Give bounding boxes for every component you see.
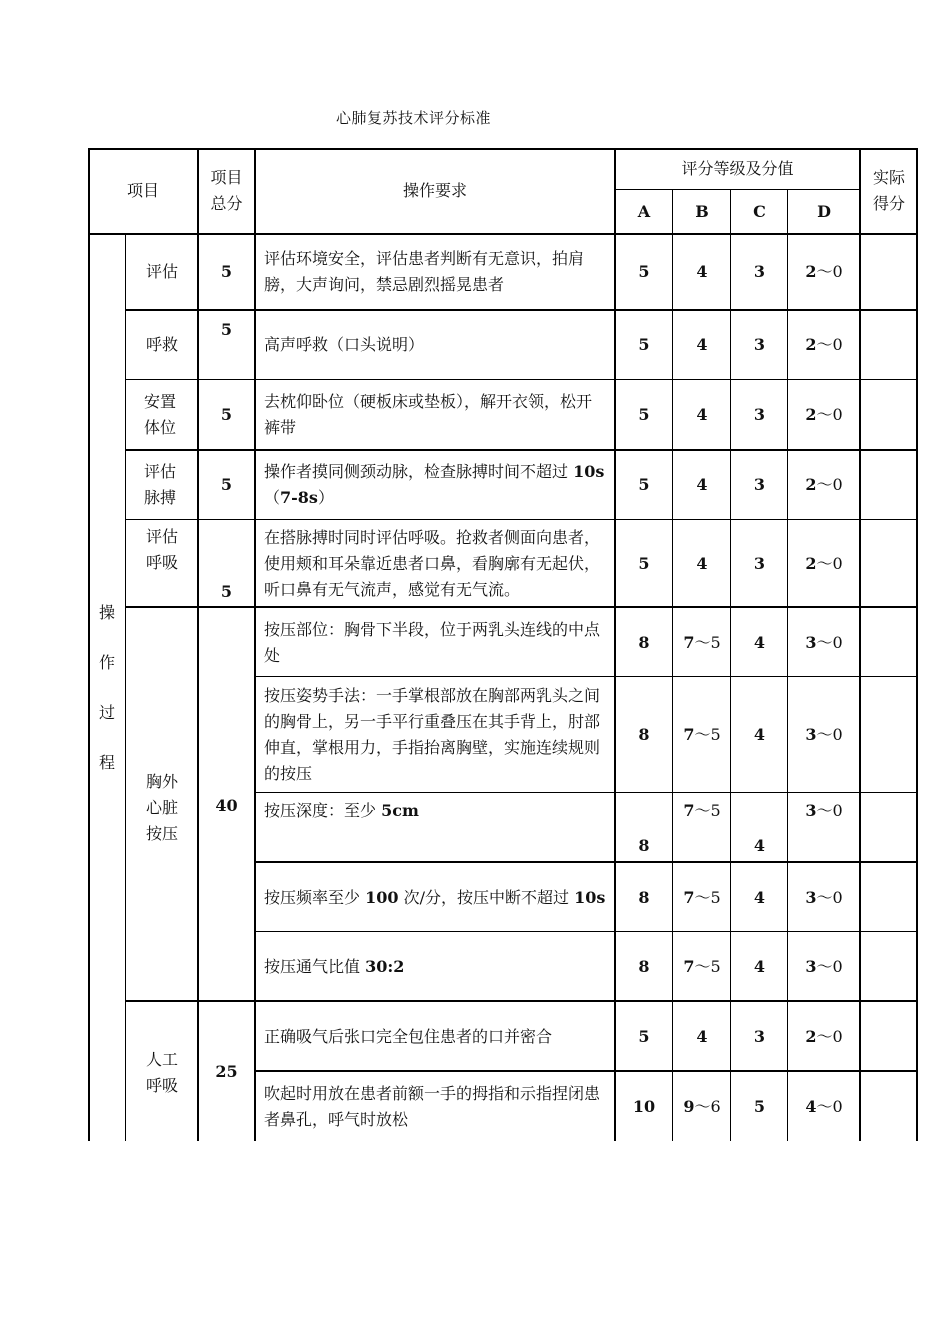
req-part-bold: 10s [573,462,605,481]
grade-b-range: ～5 [694,801,721,820]
grade-d-num: 2 [805,335,817,354]
grade-d-num: 3 [805,887,817,907]
grade-a: 5 [638,405,650,424]
grade-d-num: 2 [805,405,817,424]
grade-d-num: 2 [805,1026,817,1046]
req-part: 按压深度：至少 [264,801,382,820]
grade-b [673,863,731,932]
grade-b: 4 [696,553,708,573]
grade-d [788,677,860,793]
grade-a: 5 [638,1026,650,1046]
section-char: 作 [98,653,115,672]
grade-b-range: ～5 [694,632,721,652]
section-char: 程 [98,753,115,772]
grade-c: 3 [753,553,766,573]
header-grade-b: B [695,202,709,221]
grade-d-range: ～0 [816,801,843,820]
grade-b [673,608,731,677]
grade-c: 4 [753,956,766,976]
actual-score[interactable] [860,380,918,450]
actual-score[interactable] [860,234,918,310]
grade-d-range: ～0 [816,405,843,424]
grade-b-num: 7 [683,632,695,652]
grade-b: 4 [696,262,708,281]
item-total: 5 [220,405,233,424]
header-grades: 评分等级及分值 [681,159,794,178]
grade-c: 3 [753,405,766,424]
header-actual [860,148,918,234]
grade-c: 4 [753,632,766,652]
grade-d-num: 2 [805,262,817,281]
grade-b-num: 7 [683,887,695,907]
grade-d [788,863,860,932]
grade-b: 4 [696,475,708,494]
grade-d [788,450,860,520]
grade-b-range: ～6 [694,1096,721,1116]
grade-d [788,932,860,1001]
grade-d-range: ～0 [816,335,843,354]
req-part: 按压通气比值 [264,956,366,976]
scoring-table [88,148,918,1141]
grade-b-num: 7 [683,956,695,976]
grade-a: 5 [638,553,650,573]
grade-c: 5 [753,1096,766,1116]
actual-score[interactable] [860,520,918,607]
grade-d [788,234,860,310]
requirement-text: 按压部位：胸骨下半段，位于两乳头连线的中点处 [264,619,601,665]
item-name: 评估脉搏 [144,462,177,507]
grade-d-range: ～0 [816,1026,843,1046]
item-name: 评估呼吸 [145,527,178,572]
grade-a: 5 [638,262,650,281]
grade-b [673,1072,731,1141]
grade-b-num: 7 [683,801,695,820]
grade-d [788,520,860,607]
requirement-text [255,932,615,1001]
requirement-text [255,796,615,826]
item-total: 5 [220,262,233,281]
grade-d-num: 3 [805,725,817,744]
requirement-text: 在搭脉搏时同时评估呼吸。抢救者侧面向患者，使用颊和耳朵靠近患者口鼻，看胸廓有无起伏，听口鼻有无气流声，感觉有无气流。 [264,527,601,599]
grade-d-range: ～0 [816,725,843,744]
req-part: （ [264,488,281,507]
grade-d-range: ～0 [816,475,843,494]
grade-d [788,608,860,677]
grade-d-num: 3 [805,956,817,976]
req-part: 操作者摸同侧颈动脉，检查脉搏时间不超过 [264,462,574,481]
item-total: 5 [220,582,233,601]
grade-b: 4 [696,335,708,354]
grade-c: 4 [753,725,766,744]
requirement-text: 吹起时用放在患者前额一手的拇指和示指捏闭患者鼻孔，呼气时放松 [264,1083,601,1129]
header-actual-line1: 实际 [872,168,905,187]
item-total: 5 [220,475,233,494]
item-total: 25 [215,1061,238,1081]
header-requirement: 操作要求 [402,181,467,200]
req-part: 次/分，按压中断不超过 [398,887,575,907]
requirement-text [255,450,615,520]
item-name: 安置体位 [144,392,177,437]
grade-a: 8 [638,956,650,976]
requirement-text: 评估环境安全，评估患者判断有无意识，拍肩膀，大声询问，禁忌剧烈摇晃患者 [264,249,585,294]
actual-score[interactable] [860,863,918,932]
grade-d-num: 2 [805,553,817,573]
grade-a: 5 [638,475,650,494]
actual-score[interactable] [860,1002,918,1071]
page-title: 心肺复苏技术评分标准 [336,109,492,127]
grade-d [788,310,860,380]
item-total: 5 [220,320,233,339]
grade-d-num: 2 [805,475,817,494]
header-total [198,148,255,234]
requirement-text: 按压姿势手法：一手掌根部放在胸部两乳头之间的胸骨上，另一手平行重叠压在其手背上，肘部伸直，掌根用力，手指抬离胸壁，实施连续规则的按压 [264,686,601,783]
grade-c: 4 [753,887,766,907]
actual-score[interactable] [860,450,918,520]
grade-b [673,677,731,793]
grade-d-range: ～0 [816,1096,843,1116]
grade-d-num: 3 [805,632,817,652]
grade-b-range: ～5 [694,956,721,976]
req-part-bold: 7-8s [280,488,318,507]
grade-b: 4 [696,1026,708,1046]
grade-d-range: ～0 [816,553,843,573]
grade-d-range: ～0 [816,887,843,907]
grade-d-range: ～0 [816,262,843,281]
section-char: 操 [98,603,115,622]
grade-d [788,796,860,826]
req-part: ） [317,488,334,507]
header-grade-d: D [817,202,831,221]
req-part-bold: 30:2 [365,956,405,976]
grade-d [788,380,860,450]
header-grade-a: A [637,202,651,221]
grade-b [673,932,731,1001]
grade-d [788,1002,860,1071]
grade-a: 10 [632,1096,656,1116]
req-part-bold: 10s [574,887,606,907]
req-part: 按压频率至少 [264,887,366,907]
grade-a: 8 [638,887,650,907]
requirement-text: 去枕仰卧位（硬板床或垫板），解开衣领，松开裤带 [264,392,593,437]
header-item: 项目 [126,181,159,200]
grade-b-range: ～5 [694,725,721,744]
grade-c: 4 [753,836,766,855]
actual-score[interactable] [860,1072,918,1141]
item-name: 胸外心脏按压 [145,772,178,843]
item-name: 人工呼吸 [145,1050,178,1095]
grade-c: 3 [753,1026,766,1046]
req-part-bold: 100 [365,887,399,907]
grade-d-range: ～0 [816,956,843,976]
actual-score[interactable] [860,608,918,677]
grade-a: 8 [638,632,650,652]
grade-b-range: ～5 [694,887,721,907]
grade-d-num: 3 [805,801,817,820]
grade-c: 3 [753,262,766,281]
grade-b-num: 7 [683,725,695,744]
grade-d-range: ～0 [816,632,843,652]
actual-score[interactable] [860,932,918,1001]
grade-c: 3 [753,475,766,494]
section-char: 过 [98,703,115,722]
section-label [88,588,126,788]
grade-c: 3 [753,335,766,354]
grade-d [788,1072,860,1141]
grade-a: 5 [638,335,650,354]
actual-score[interactable] [860,677,918,793]
requirement-text: 高声呼救（口头说明） [264,335,425,354]
grade-b-num: 9 [683,1096,695,1116]
grade-d-num: 4 [805,1096,817,1116]
grade-b: 4 [696,405,708,424]
item-total: 40 [215,796,238,815]
header-actual-line2: 得分 [872,194,905,213]
item-name: 呼救 [145,335,178,354]
item-name: 评估 [145,262,178,281]
header-grade-c: C [753,202,766,221]
grade-a: 8 [638,836,650,855]
header-total-line2: 总分 [210,194,243,213]
grade-a: 8 [638,725,650,744]
actual-score[interactable] [860,310,918,380]
header-total-line1: 项目 [210,168,243,187]
actual-score[interactable] [860,793,918,862]
grade-b [673,796,731,826]
requirement-text [255,863,615,932]
requirement-text: 正确吸气后张口完全包住患者的口并密合 [264,1026,553,1046]
req-part-bold: 5cm [381,801,419,820]
